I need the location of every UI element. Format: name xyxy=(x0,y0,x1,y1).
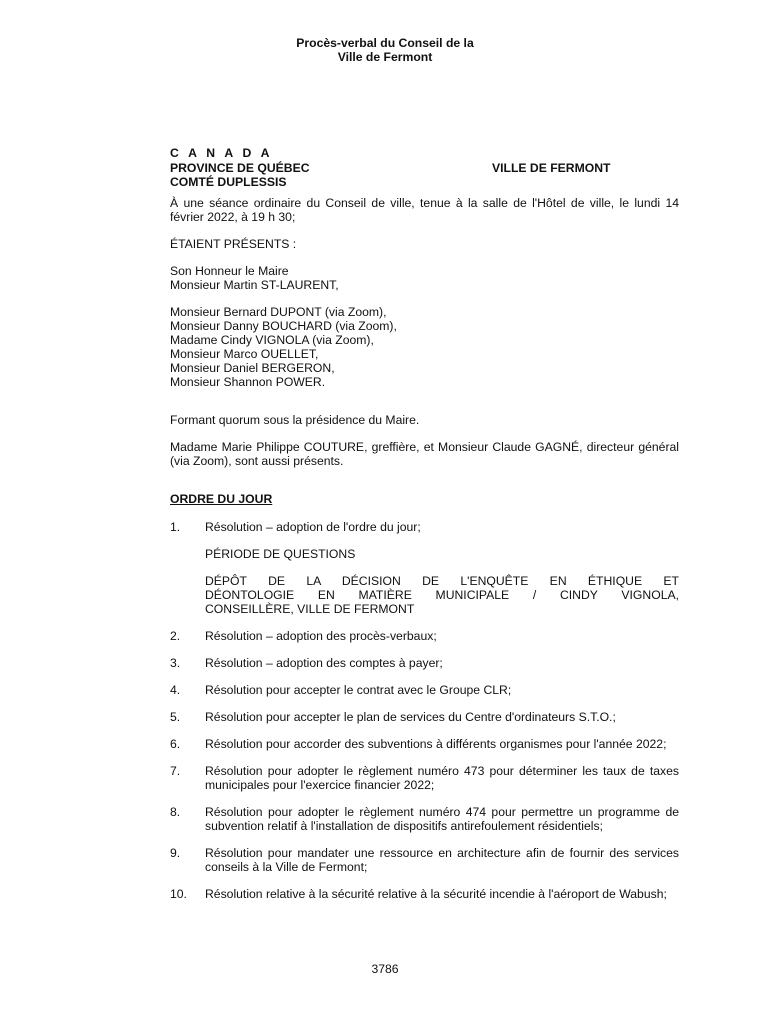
deposit-line-2: DÉONTOLOGIE EN MATIÈRE MUNICIPALE / CINDY VIGNOLA, xyxy=(205,588,679,602)
country-label: C A N A D A xyxy=(170,146,273,160)
agenda-item-text: Résolution pour mandater une ressource en architecture afin de fournir des services conseils à la Ville de Fermont; xyxy=(205,846,679,874)
jurisdiction-header xyxy=(170,146,680,190)
agenda-item xyxy=(170,710,679,724)
minutes-body xyxy=(170,196,679,901)
councillor-item: Monsieur Marco OUELLET, xyxy=(170,347,319,361)
agenda-item-text: Résolution pour adopter le règlement numéro 474 pour permettre un programme de subvention relatif à l'installation de dispositifs antirefoulement résidentiels; xyxy=(205,805,679,833)
agenda-item xyxy=(170,629,679,643)
agenda-item-text: Résolution pour adopter le règlement numéro 473 pour déterminer les taux de taxes municipales pour l'exercice financier 2022; xyxy=(205,764,679,792)
agenda-item xyxy=(170,846,679,874)
city-label: VILLE DE FERMONT xyxy=(492,160,611,175)
agenda-item xyxy=(170,805,679,833)
agenda-item-text: Résolution pour accepter le contrat avec le Groupe CLR; xyxy=(205,683,512,697)
agenda-item-text: Résolution – adoption de l'ordre du jour; xyxy=(205,520,421,534)
intro-paragraph: À une séance ordinaire du Conseil de ville, tenue à la salle de l'Hôtel de ville, le lundi 14 février 2022, à 19 h 30; xyxy=(170,196,679,224)
councillor-item: Monsieur Bernard DUPONT (via Zoom), xyxy=(170,305,387,319)
councillor-list xyxy=(170,305,679,389)
deposit-notice xyxy=(205,574,679,616)
deposit-line-3: CONSEILLÈRE, VILLE DE FERMONT xyxy=(205,602,415,616)
deposit-line-1: DÉPÔT DE LA DÉCISION DE L'ENQUÊTE EN ÉTHIQUE ET xyxy=(205,574,679,588)
mayor-block xyxy=(170,264,679,292)
mayor-name: Monsieur Martin ST-LAURENT, xyxy=(170,278,339,292)
agenda-item-text: Résolution – adoption des comptes à payer; xyxy=(205,656,443,670)
document-title xyxy=(0,36,770,64)
councillor-item: Monsieur Daniel BERGERON, xyxy=(170,361,335,375)
agenda-item-number: 8. xyxy=(170,805,181,819)
agenda-item-number: 4. xyxy=(170,683,181,697)
agenda-item-number: 3. xyxy=(170,656,181,670)
present-label: ÉTAIENT PRÉSENTS : xyxy=(170,237,297,251)
agenda-item-text: Résolution – adoption des procès-verbaux; xyxy=(205,629,437,643)
agenda-item-number: 6. xyxy=(170,737,181,751)
agenda-item-number: 1. xyxy=(170,520,181,534)
mayor-title: Son Honneur le Maire xyxy=(170,264,289,278)
agenda-item xyxy=(170,656,679,670)
agenda-item-number: 9. xyxy=(170,846,181,860)
councillor-item: Madame Cindy VIGNOLA (via Zoom), xyxy=(170,333,374,347)
agenda-item-text: Résolution pour accepter le plan de services du Centre d'ordinateurs S.T.O.; xyxy=(205,710,616,724)
agenda-item-text: Résolution relative à la sécurité relative à la sécurité incendie à l'aéroport de Wabush; xyxy=(205,887,667,901)
agenda-item xyxy=(170,520,679,534)
agenda-item-number: 10. xyxy=(170,887,187,901)
question-period-label: PÉRIODE DE QUESTIONS xyxy=(205,547,356,561)
agenda-item-number: 2. xyxy=(170,629,181,643)
page-number: 3786 xyxy=(371,962,399,976)
agenda-item xyxy=(170,764,679,792)
quorum-paragraph: Formant quorum sous la présidence du Maire. xyxy=(170,413,420,427)
agenda-item-number: 7. xyxy=(170,764,181,778)
also-present-paragraph: Madame Marie Philippe COUTURE, greffière, et Monsieur Claude GAGNÉ, directeur général (via Zoom), sont aussi présents. xyxy=(170,440,679,468)
agenda-item xyxy=(170,737,679,751)
agenda-item-number: 5. xyxy=(170,710,181,724)
title-line-1: Procès-verbal du Conseil de la xyxy=(296,36,474,50)
agenda-heading: ORDRE DU JOUR xyxy=(170,492,273,506)
councillor-item: Monsieur Shannon POWER. xyxy=(170,375,326,389)
province-label: PROVINCE DE QUÉBEC xyxy=(170,160,310,175)
agenda-item xyxy=(170,887,679,901)
agenda-item xyxy=(170,683,679,697)
title-line-2: Ville de Fermont xyxy=(337,50,433,64)
councillor-item: Monsieur Danny BOUCHARD (via Zoom), xyxy=(170,319,397,333)
agenda-item-text: Résolution pour accorder des subventions à différents organismes pour l'année 2022; xyxy=(205,737,667,751)
county-label: COMTÉ DUPLESSIS xyxy=(170,175,287,189)
